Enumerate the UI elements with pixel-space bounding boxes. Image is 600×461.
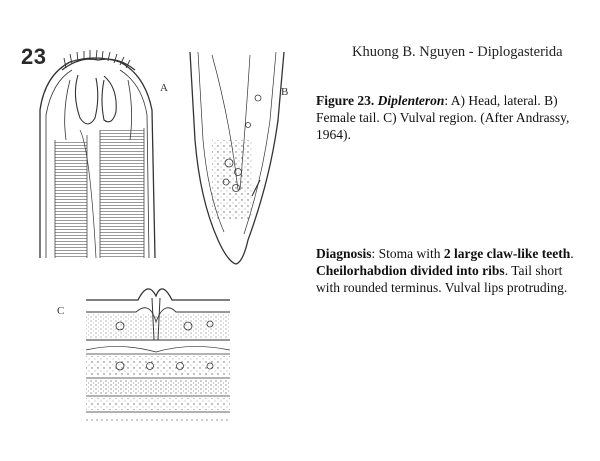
diagnosis-emphasis-cheilorhabdion: Cheilorhabdion divided into ribs (316, 263, 505, 278)
caption-text: : A) Head, lateral. B) Female tail. C) Vulval region. (After Andrassy, 1964). (316, 93, 570, 142)
diagnosis-part: . Tail short with rounded terminus. Vulval lips protruding. (316, 263, 568, 295)
panel-b-tail-drawing (190, 52, 284, 264)
panel-a-head-drawing (40, 50, 155, 258)
diagnosis-part: : Stoma with (371, 246, 444, 261)
panel-b-label: B (281, 86, 289, 98)
running-header: Khuong B. Nguyen - Diplogasterida (352, 44, 563, 60)
figure-number: 23 (21, 44, 47, 69)
panel-c-vulva-drawing (86, 289, 230, 420)
diagnosis-label: Diagnosis (316, 246, 372, 261)
diagnosis-part: . (570, 246, 574, 261)
caption-genus: Diplenteron (377, 93, 445, 108)
panel-a-label: A (160, 82, 168, 94)
caption-label: Figure 23. (316, 93, 375, 108)
diagnosis-emphasis-teeth: 2 large claw-like teeth (443, 246, 571, 261)
panel-c-label: C (57, 305, 65, 317)
